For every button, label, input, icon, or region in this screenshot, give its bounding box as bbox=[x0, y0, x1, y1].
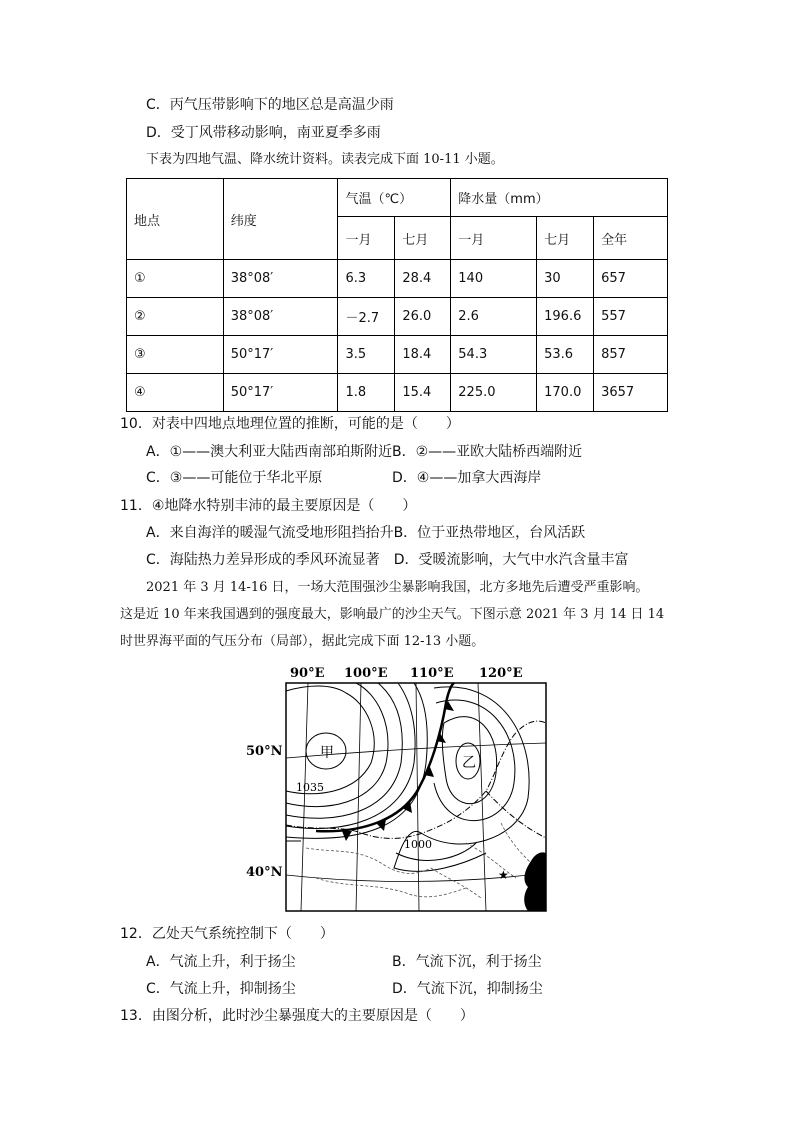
q11-stem: 11．④地降水特别丰沛的最主要原因是（ ） bbox=[120, 498, 417, 514]
table-row bbox=[127, 260, 668, 298]
header-precip: 降水量（mm） bbox=[451, 179, 668, 217]
cell-temp-jan: 3.5 bbox=[338, 336, 395, 374]
cell-temp-jul: 15.4 bbox=[395, 374, 451, 412]
q12-option-d: D．气流下沉，抑制扬尘 bbox=[392, 981, 543, 997]
cell-lat: 50°17′ bbox=[223, 374, 338, 412]
q12-option-b: B．气流下沉，利于扬尘 bbox=[392, 954, 542, 970]
cell-place: ① bbox=[127, 260, 224, 298]
climate-table bbox=[126, 178, 668, 412]
cell-place: ④ bbox=[127, 374, 224, 412]
table-intro: 下表为四地气温、降水统计资料。读表完成下面 10-11 小题。 bbox=[146, 152, 504, 167]
isobar-label-high: 1035 bbox=[296, 781, 324, 794]
header-precip-annual: 全年 bbox=[594, 217, 668, 260]
q12-13-intro-line2: 这是近 10 年来我国遇到的强度最大，影响最广的沙尘天气。下图示意 2021 年 3 月 14 日 14 bbox=[120, 607, 665, 622]
cell-lat: 50°17′ bbox=[223, 336, 338, 374]
cell-place: ② bbox=[127, 298, 224, 336]
q13-stem: 13．由图分析，此时沙尘暴强度大的主要原因是（ ） bbox=[120, 1008, 474, 1024]
cell-temp-jan: －2.7 bbox=[338, 298, 395, 336]
cell-lat: 38°08′ bbox=[223, 260, 338, 298]
cell-temp-jul: 18.4 bbox=[395, 336, 451, 374]
cell-precip-jul: 30 bbox=[537, 260, 594, 298]
cell-precip-year: 557 bbox=[594, 298, 668, 336]
option-d-prev: D．受丁风带移动影响，南亚夏季多雨 bbox=[146, 125, 381, 141]
cell-precip-year: 657 bbox=[594, 260, 668, 298]
pressure-map bbox=[246, 663, 556, 915]
table-row bbox=[127, 298, 668, 336]
cell-temp-jul: 28.4 bbox=[395, 260, 451, 298]
cell-precip-jul: 53.6 bbox=[537, 336, 594, 374]
table-row bbox=[127, 374, 668, 412]
cell-temp-jan: 6.3 bbox=[338, 260, 395, 298]
cell-precip-jan: 2.6 bbox=[451, 298, 537, 336]
q12-13-intro-line1: 2021 年 3 月 14-16 日，一场大范围强沙尘暴影响我国，北方多地先后遭受严重影响。 bbox=[146, 580, 649, 595]
lon-label: 100°E bbox=[344, 666, 388, 681]
high-pressure-label: 甲 bbox=[320, 745, 334, 761]
q10-option-d: D．④——加拿大西海岸 bbox=[392, 470, 542, 486]
low-pressure-label: 乙 bbox=[462, 755, 476, 771]
cell-lat: 38°08′ bbox=[223, 298, 338, 336]
lat-label: 40°N bbox=[246, 865, 283, 880]
header-place: 地点 bbox=[127, 179, 224, 260]
cell-precip-jan: 225.0 bbox=[451, 374, 537, 412]
lon-label: 90°E bbox=[290, 666, 325, 681]
cell-temp-jul: 26.0 bbox=[395, 298, 451, 336]
table-row bbox=[127, 336, 668, 374]
q12-stem: 12．乙处天气系统控制下（ ） bbox=[120, 926, 334, 942]
q12-option-a: A．气流上升，利于扬尘 bbox=[146, 954, 296, 970]
cell-temp-jan: 1.8 bbox=[338, 374, 395, 412]
header-temp-jul: 七月 bbox=[395, 217, 451, 260]
cell-precip-year: 3657 bbox=[594, 374, 668, 412]
lat-label: 50°N bbox=[246, 744, 283, 759]
q12-option-c: C．气流上升，抑制扬尘 bbox=[146, 981, 296, 997]
q12-13-intro-line3: 时世界海平面的气压分布（局部），据此完成下面 12-13 小题。 bbox=[120, 634, 485, 649]
q10-option-a: A．①——澳大利亚大陆西南部珀斯附近 bbox=[146, 444, 393, 460]
cell-precip-jul: 170.0 bbox=[537, 374, 594, 412]
q10-stem: 10．对表中四地点地理位置的推断，可能的是（ ） bbox=[120, 416, 460, 432]
lon-label: 120°E bbox=[479, 666, 523, 681]
capital-star-icon: ★ bbox=[498, 868, 509, 882]
header-temp: 气温（℃） bbox=[338, 179, 451, 217]
option-c-prev: C．丙气压带影响下的地区总是高温少雨 bbox=[146, 97, 394, 113]
cell-precip-jan: 140 bbox=[451, 260, 537, 298]
cell-precip-year: 857 bbox=[594, 336, 668, 374]
header-precip-jul: 七月 bbox=[537, 217, 594, 260]
q10-option-c: C．③——可能位于华北平原 bbox=[146, 470, 323, 486]
q11-options-cd: C．海陆热力差异形成的季风环流显著 D．受暖流影响，大气中水汽含量丰富 bbox=[146, 552, 629, 568]
cell-place: ③ bbox=[127, 336, 224, 374]
header-temp-jan: 一月 bbox=[338, 217, 395, 260]
q10-option-b: B．②——亚欧大陆桥西端附近 bbox=[392, 444, 583, 460]
cell-precip-jan: 54.3 bbox=[451, 336, 537, 374]
isobar-label-low: 1000 bbox=[404, 838, 432, 851]
header-latitude: 纬度 bbox=[223, 179, 338, 260]
lon-label: 110°E bbox=[410, 666, 454, 681]
header-precip-jan: 一月 bbox=[451, 217, 537, 260]
cell-precip-jul: 196.6 bbox=[537, 298, 594, 336]
q11-options-ab: A．来自海洋的暖湿气流受地形阻挡抬升B．位于亚热带地区，台风活跃 bbox=[146, 525, 586, 541]
